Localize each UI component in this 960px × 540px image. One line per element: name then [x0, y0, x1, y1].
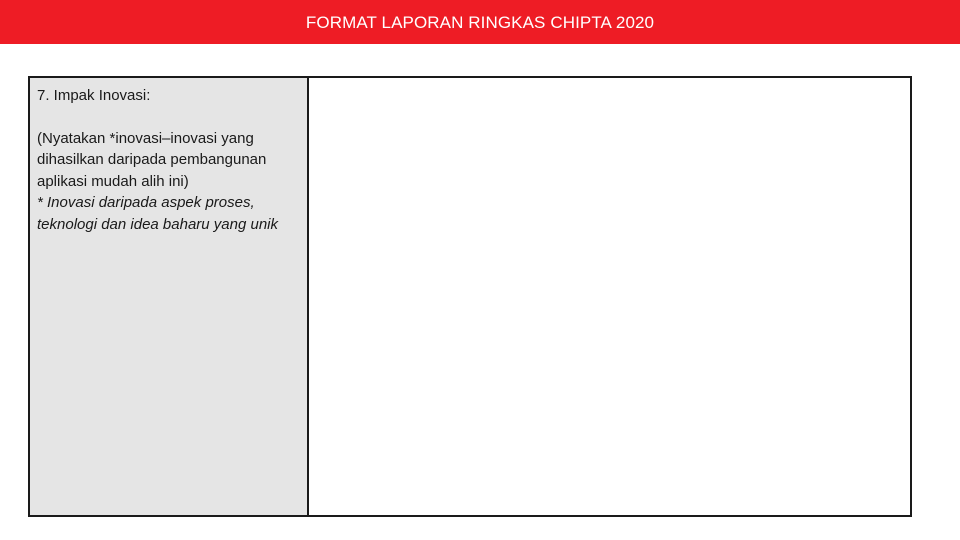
section-note: * Inovasi daripada aspek proses, teknologi dan idea baharu yang unik: [37, 194, 279, 233]
header-bar: [0, 0, 960, 44]
section-instruction: (Nyatakan *inovasi–inovasi yang dihasilkan daripada pembangunan aplikasi mudah alih ini): [37, 129, 267, 190]
section-heading: 7. Impak Inovasi:: [37, 87, 151, 104]
page-title: FORMAT LAPORAN RINGKAS CHIPTA 2020: [305, 12, 655, 32]
report-table: [28, 76, 912, 517]
answer-cell[interactable]: [309, 78, 910, 515]
section-label-cell: [30, 78, 309, 515]
